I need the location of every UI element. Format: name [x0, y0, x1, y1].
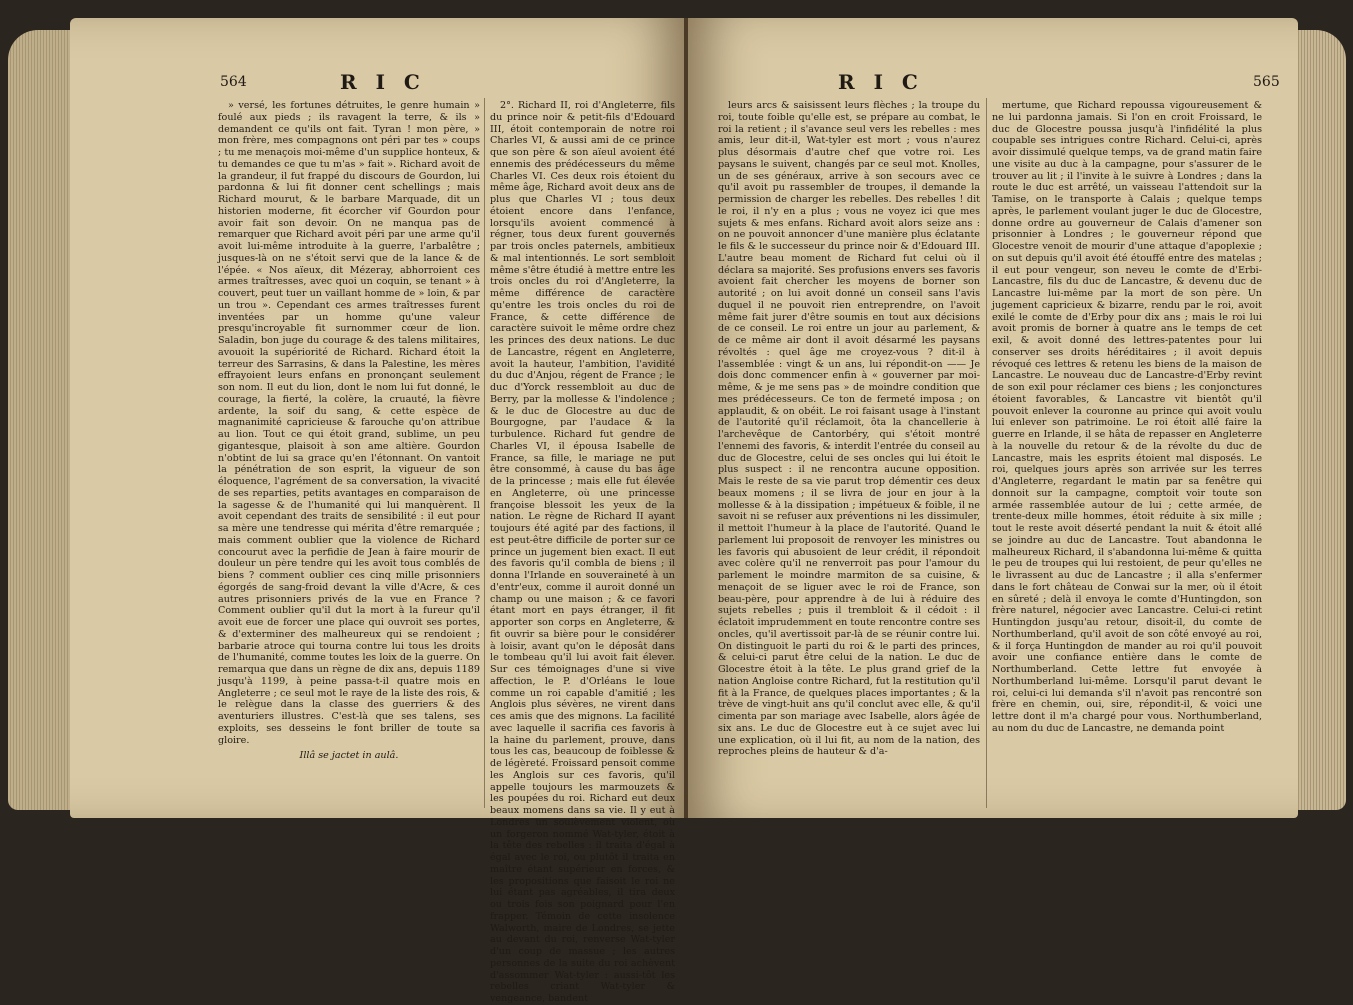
column-rule	[986, 98, 987, 808]
right-page-edges	[1298, 30, 1346, 810]
column-text: » versé, les fortunes détruites, le genre humain » foulé aux pieds ; ils ravagent la terre, & ils » demandent ce qu'ils ont fait. Tyran ! mon père, » mon frère, mes compagnons ont péri par tes » coups ; tu me menaçois moi-même d'un supplice honteux, & tu demandes ce que tu m'as » fait ». Richard avoit de la grandeur, il fut frappé du discours de Gourdon, lui pardonna & lui fit donner cent schellings ; mais Richard mourut, & le barbare Marquade, dit un historien moderne, fit écorcher vif Gourdon pour avoir fait son devoir. On ne manqua pas de remarquer que Richard avoit péri par une arme qu'il avoit lui-même introduite à la guerre, l'arbalêtre ; jusques-là on ne s'étoit servi que de la lance & de l'épée. « Nos aïeux, dit Mézeray, abhorroient ces armes traîtresses, avec quoi un coquin, se tenant » à couvert, peut tuer un vaillant homme de » loin, & par un trou ». Cependant ces armes traîtresses furent inventées par un homme qu'une valeur presqu'incroyable fit surnommer cœur de lion. Saladin, bon juge du courage & des talens militaires, avouoit la supériorité de Richard. Richard étoit la terreur des Sarrasins, & dans la Palestine, les mères effrayoient leurs enfans en prononçant seulement son nom. Il eut du lion, dont le nom lui fut donné, le courage, la fierté, la colère, la cruauté, la fièvre ardente, la soif du sang, & cette espèce de magnanimité capricieuse & farouche qu'on attribue au lion. Tout ce qui étoit grand, sublime, un peu gigantesque, plaisoit à son ame altière. Gourdon n'obtint de lui sa grace qu'en l'étonnant. On vantoit la pénétration de son esprit, la vigueur de son éloquence, l'agrément de sa conversation, la vivacité de ses reparties, petits avantages en comparaison de la sagesse & de l'humanité qui lui manquèrent. Il avoit cependant des traits de sensibilité : il eut pour sa mère une tendresse qui mérita d'être remarquée ; mais comment oublier que la violence de Richard concourut avec la perfidie de Jean à faire mourir de douleur un père tendre qui les avoit tous comblés de biens ? comment oublier ces cinq mille prisonniers égorgés de sang-froid devant la ville d'Acre, & ces autres prisonniers privés de la vue en France ? Comment oublier qu'il dut la mort à la fureur qu'il avoit eue de forcer une place qui ouvroit ses portes, & d'exterminer des malheureux qui se rendoient ; barbarie atroce qui tourna contre lui tous les droits de l'humanité, comme toutes les loix de la guerre. On remarqua que dans un règne de dix ans, depuis 1189 jusqu'à 1199, à peine passa-t-il quatre mois en Angleterre ; ce seul mot le raye de la liste des rois, & le relègue dans la classe des guerriers & des aventuriers illustres. C'est-là que ses talens, ses exploits, ses desseins le font briller de toute sa gloire.	[218, 100, 480, 746]
text-column-2	[992, 100, 1262, 812]
left-page	[70, 18, 685, 1004]
running-head: R I C	[340, 70, 426, 94]
text-column-1	[218, 100, 480, 812]
catch-line: Illâ se jactet in aulâ.	[299, 750, 399, 762]
right-page	[688, 18, 1298, 818]
text-column-2	[490, 100, 675, 1004]
left-page-edges	[8, 30, 70, 810]
column-text: leurs arcs & saisissent leurs flèches ; la troupe du roi, toute foible qu'elle est, se prépare au combat, le roi la retient ; il s'avance seul vers les rebelles : mes amis, leur dit-il, Wat-tyler est mort ; vous n'aurez plus désormais d'autre chef que votre roi. Les paysans le suivent, changés par ce seul mot. Knolles, un de ses généraux, arrive à son secours avec ce qu'il avoit pu rassembler de troupes, il demande la permission de charger les rebelles. Des rebelles ! dit le roi, il n'y en a plus ; vous ne voyez ici que mes sujets & mes enfans. Richard avoit alors seize ans : on ne pouvoit annoncer d'une manière plus éclatante le fils & le successeur du prince noir & d'Edouard III. L'autre beau moment de Richard fut celui où il déclara sa majorité. Ses profusions envers ses favoris avoient fait chercher les moyens de borner son autorité ; on lui avoit donné un conseil sans l'avis duquel il ne pouvoit rien entreprendre, on l'avoit même fait jurer d'être soumis en tout aux décisions de ce conseil. Le roi entre un jour au parlement, & de ce même air dont il avoit désarmé les paysans révoltés : quel âge me croyez-vous ? dit-il à l'assemblée : vingt & un ans, lui répondit-on —— Je dois donc commencer enfin à « gouverner par moi-même, & je me sens pas » de moindre condition que mes prédécesseurs. Ce ton de fermeté imposa ; on applaudit, & on obéit. Le roi faisant usage à l'instant de l'autorité qu'il réclamoit, ôta la chancellerie à l'archevêque de Cantorbéry, qui s'étoit montré l'ennemi des favoris, & interdit l'entrée du conseil au duc de Glocestre, celui de ses oncles qui lui étoit le plus suspect : il ne rencontra aucune opposition. Mais le reste de sa vie parut trop démentir ces deux beaux momens ; il se livra de jour en jour à la mollesse & à la dissipation ; impétueux & foible, il ne savoit ni se refuser aux préventions ni les dissimuler, il mettoit l'humeur à la place de l'autorité. Quand le parlement lui proposoit de renvoyer les ministres ou les favoris qui abusoient de leur crédit, il répondoit avec colère qu'il ne renverroit pas pour l'amour du parlement le moindre marmiton de sa cuisine, & menaçoit de se liguer avec le roi de France, son beau-père, pour apprendre à de lui à réduire des sujets rebelles ; puis il trembloit & il cédoit : il éclatoit imprudemment en toute rencontre contre ses oncles, qu'il avertissoit par-là de se réunir contre lui. On distinguoit le parti du roi & le parti des princes, & celui-ci parut être celui de la nation. Le duc de Glocestre étoit à la tête. Le plus grand grief de la nation Angloise contre Richard, fut la restitution qu'il fit à la France, de quelques places importantes ; & la trève de vingt-huit ans qu'il conclut avec elle, & qu'il cimenta par son mariage avec Isabelle, alors âgée de six ans. Le duc de Glocestre eut à ce sujet avec lui une explication, où il lui fit, au nom de la nation, des reproches pleins de hauteur & d'a-	[718, 100, 980, 758]
page-number: 565	[1253, 74, 1280, 90]
running-head: R I C	[838, 70, 924, 94]
column-text: mertume, que Richard repoussa vigoureusement & ne lui pardonna jamais. Si l'on en croit Froissard, le duc de Glocestre poussa jusqu'à l'infidélité la plus coupable ses intrigues contre Richard. Celui-ci, après avoir dissimulé quelque temps, va de grand matin faire une visite au duc à la campagne, pour s'assurer de le trouver au lit ; il l'invite à le suivre à Londres ; dans la route le duc est arrêté, un vaisseau l'attendoit sur la Tamise, on le transporte à Calais ; quelque temps après, le parlement voulant juger le duc de Glocestre, donne ordre au gouverneur de Calais d'amener son prisonnier à Londres ; le gouverneur répond que Glocestre venoit de mourir d'une attaque d'apoplexie ; on sut depuis qu'il avoit été étouffé entre des matelas ; il eut pour vengeur, son neveu le comte de d'Erbi-Lancastre, fils du duc de Lancastre, & devenu duc de Lancastre lui-même par la mort de son père. Un jugement capricieux & bizarre, rendu par le roi, avoit exilé le comte de d'Erby pour dix ans ; mais le roi lui avoit promis de borner à quatre ans le temps de cet exil, & avoit donné des lettres-patentes pour lui conserver ses droits héréditaires ; il avoit depuis révoqué ces lettres & retenu les biens de la maison de Lancastre. Le nouveau duc de Lancastre-d'Erby revint de son exil pour réclamer ces biens ; les conjonctures étoient favorables, & Lancastre vit bientôt qu'il pouvoit enlever la couronne au prince qui avoit voulu lui enlever son patrimoine. Le roi étoit allé faire la guerre en Irlande, il se hâta de repasser en Angleterre à la nouvelle du retour & de la révolte du duc de Lancastre, mais les esprits étoient mal disposés. Le roi, quelques jours après son arrivée sur les terres d'Angleterre, regardant le matin par sa fenêtre qui donnoit sur la campagne, comptoit voir toute son armée rassemblée autour de lui ; cette armée, de trente-deux mille hommes, étoit réduite à six mille ; tout le reste avoit déserté pendant la nuit & étoit allé se joindre au duc de Lancastre. Tout abandonna le malheureux Richard, il s'abandonna lui-même & quitta le peu de troupes qui lui restoient, de peur qu'elles ne le livrassent au duc de Lancastre ; il alla s'enfermer dans le fort château de Conwai sur la mer, où il étoit en sûreté ; delà il envoya le comte d'Huntingdon, son frère naturel, négocier avec Lancastre. Celui-ci retint Huntingdon jusqu'au retour, disoit-il, du comte de Northumberland, qu'il avoit de son côté envoyé au roi, & il força Huntingdon de mander au roi qu'il pouvoit avoir une confiance entière dans le comte de Northumberland. Cette lettre fut envoyée à Northumberland lui-même. Lorsqu'il parut devant le roi, celui-ci lui demanda s'il n'avoit pas rencontré son frère en chemin, oui, sire, répondit-il, & voici une lettre dont il m'a chargé pour vous. Northumberland, au nom du duc de Lancastre, ne demanda point	[992, 100, 1262, 734]
text-column-1	[718, 100, 980, 812]
page-number: 564	[220, 74, 247, 90]
column-rule	[484, 98, 485, 808]
column-text: 2°. Richard II, roi d'Angleterre, fils du prince noir & petit-fils d'Edouard III, étoit contemporain de notre roi Charles VI, & aussi ami de ce prince que son père & son aïeul avoient été ennemis des prédécesseurs du même Charles VI. Ces deux rois étoient du même âge, Richard avoit deux ans de plus que Charles VI ; tous deux étoient encore dans l'enfance, lorsqu'ils avoient commencé à régner, tous deux furent gouvernés par trois oncles paternels, ambitieux & mal intentionnés. Le sort sembloit même s'être étudié à mettre entre les trois oncles du roi d'Angleterre, la même différence de caractère qu'entre les trois oncles du roi de France, & cette différence de caractère suivoit le même ordre chez les princes des deux nations. Le duc de Lancastre, régent en Angleterre, avoit la hauteur, l'ambition, l'avidité du duc d'Anjou, régent de France ; le duc d'Yorck ressembloit au duc de Berry, par la mollesse & l'indolence ; & le duc de Glocestre au duc de Bourgogne, par l'audace & la turbulence. Richard fut gendre de Charles VI, il épousa Isabelle de France, sa fille, le mariage ne put être consommé, à cause du bas âge de la princesse ; mais elle fut élevée en Angleterre, où une princesse françoise blessoit les yeux de la nation. Le règne de Richard II ayant toujours été agité par des factions, il est peut-être difficile de porter sur ce prince un jugement bien exact. Il eut des favoris qu'il combla de biens ; il donna l'Irlande en souveraineté à un d'entr'eux, comme il auroit donné un champ ou une maison ; & ce favori étant mort en pays étranger, il fit apporter son corps en Angleterre, & fit ouvrir sa bière pour le considérer à loisir, avant qu'on le déposât dans le tombeau qu'il lui avoit fait élever. Sur ces témoignages d'une si vive affection, le P. d'Orléans le loue comme un roi capable d'amitié ; les Anglois plus sévères, ne virent dans ces amis que des mignons. La facilité avec laquelle il sacrifia ces favoris à la haine du parlement, prouve, dans tous les cas, beaucoup de foiblesse & de légèreté. Froissard pensoit comme les Anglois sur ces favoris, qu'il appelle toujours les marmouzets & les poupées du roi. Richard eut deux beaux momens dans sa vie. Il y eut à Londres un soulèvement violent, où un forgeron nommé Wat-tyler, étoit à la tête des rebelles : il traita d'égal à égal avec le roi, ou plutôt il traita en maître étant supérieur en forces, & les propositions que faisoit le roi ne lui étant pas agréables, il tira deux ou trois fois son poignard pour l'en frapper. Témoin de cette insolence Walworth, maire de Londres, se jette au devant du roi, renverse Wat-tyler d'un coup de massue ; les autres personnes de la suite du roi achèvent d'assommer Wat-tyler : aussi-tôt les rebelles criant Wat-tyler & vengeance, bandent	[490, 100, 675, 1004]
